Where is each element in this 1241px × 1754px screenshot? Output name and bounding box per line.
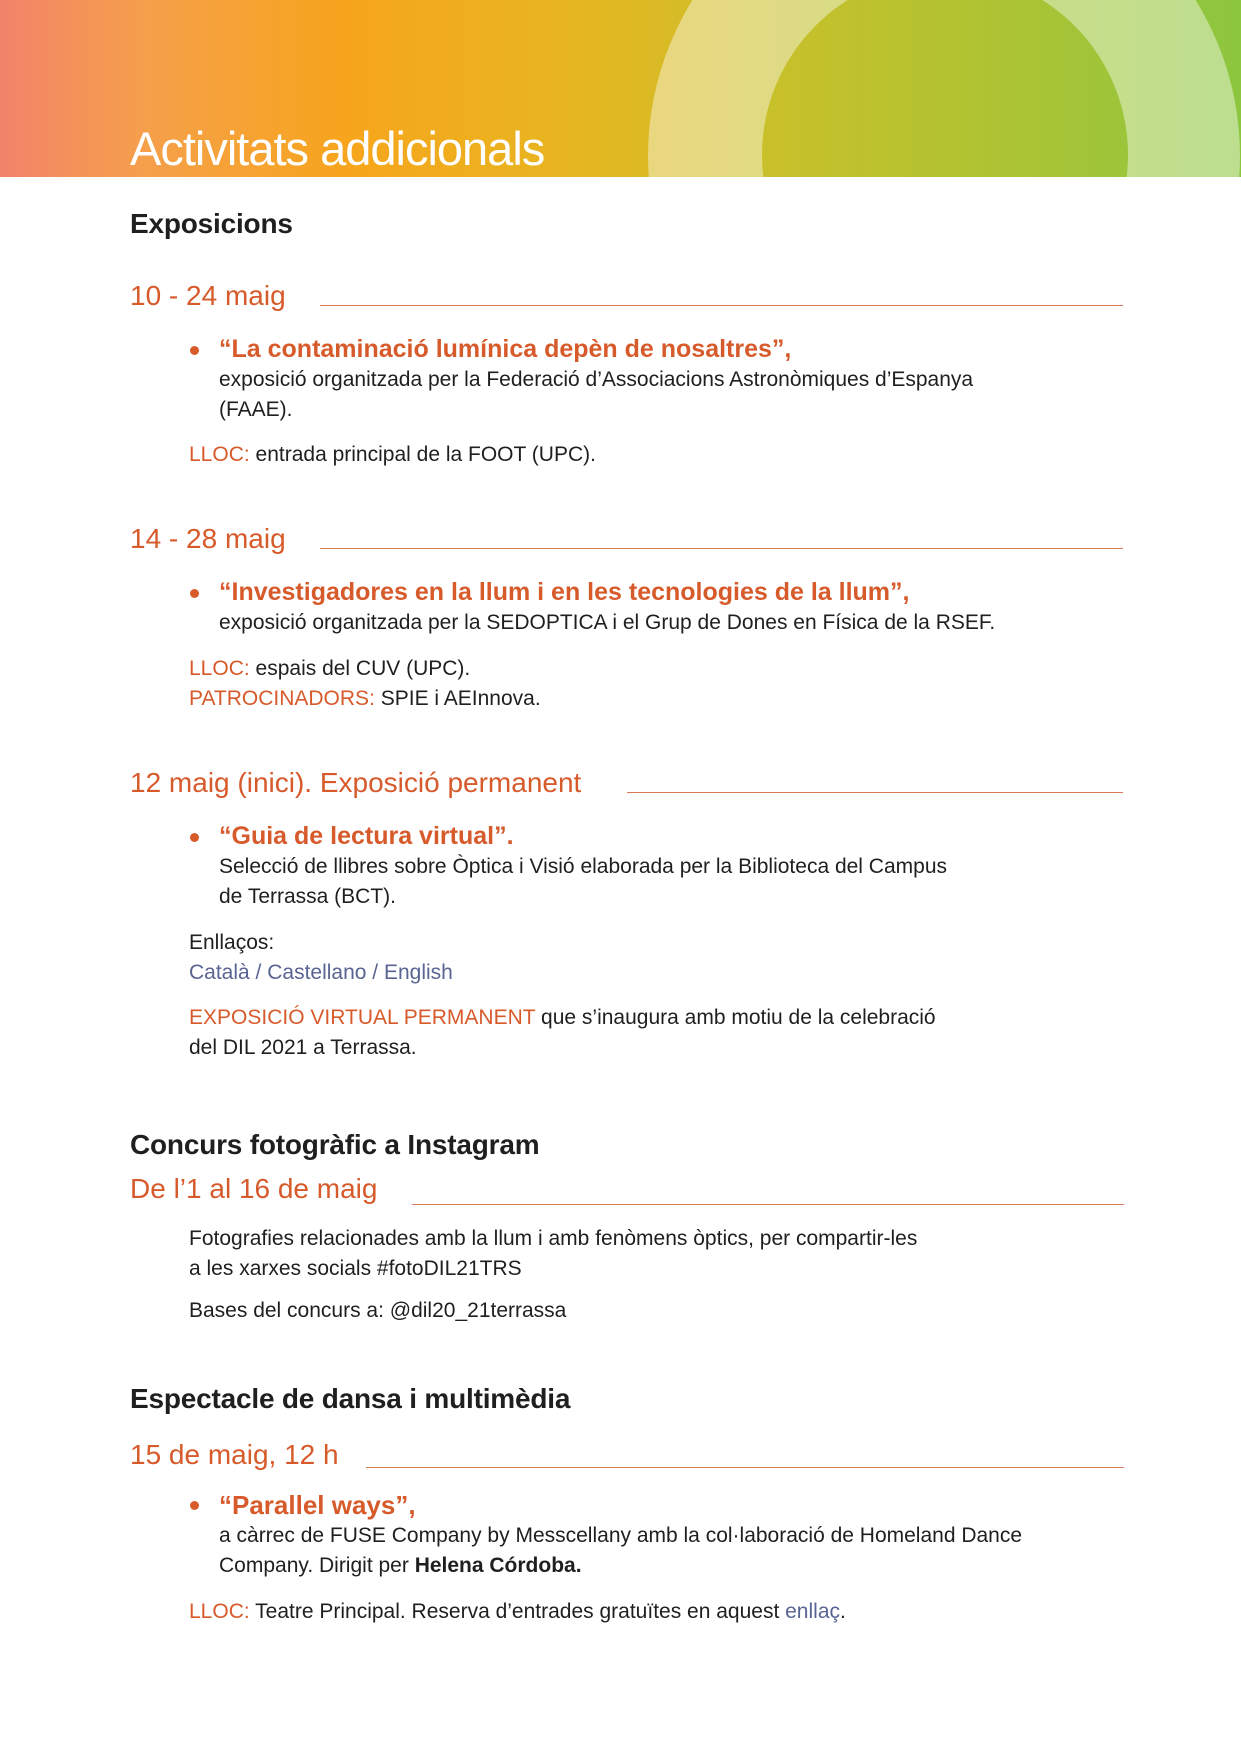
date-row-1 xyxy=(130,280,1123,320)
divider-line xyxy=(366,1467,1124,1468)
description-line: exposició organitzada per la SEDOPTICA i el Grup de Dones en Física de la RSEF. xyxy=(219,611,996,634)
date-label: 15 de maig, 12 h xyxy=(130,1439,339,1470)
exhibition-description xyxy=(219,852,947,912)
bullet-dot xyxy=(190,346,199,355)
exhibition-title: “Investigadores en la llum i en les tecnologies de la llum”, xyxy=(219,578,910,606)
location-label: LLOC: xyxy=(189,1600,250,1623)
page-title: Activitats addicionals xyxy=(130,122,545,175)
link-separator: / xyxy=(249,961,268,984)
exhibition-title: “Guia de lectura virtual”. xyxy=(219,822,514,850)
divider-line xyxy=(320,305,1123,306)
description-line: exposició organitzada per la Federació d’Associacions Astronòmiques d’Espanya xyxy=(219,368,974,391)
decorative-arc-inner xyxy=(762,0,1128,177)
exhibition-description xyxy=(219,365,973,425)
reservation-link[interactable]: enllaç xyxy=(785,1600,840,1623)
date-row-espectacle xyxy=(130,1439,1123,1479)
divider-line xyxy=(412,1204,1124,1205)
language-links xyxy=(189,958,453,988)
header-banner xyxy=(0,0,1241,177)
link-castellano[interactable]: Castellano xyxy=(267,961,367,984)
virtual-exhibition-line: que s’inaugura amb motiu de la celebració xyxy=(535,1006,936,1029)
location-end: . xyxy=(840,1600,846,1623)
date-row-concurs xyxy=(130,1173,1123,1213)
exhibition-description xyxy=(219,608,995,638)
date-label: 10 - 24 maig xyxy=(130,280,286,311)
virtual-exhibition-line: del DIL 2021 a Terrassa. xyxy=(189,1036,417,1059)
location-value: espais del CUV (UPC). xyxy=(249,657,471,680)
section-title-concurs: Concurs fotogràfic a Instagram xyxy=(130,1129,540,1160)
link-catala[interactable]: Català xyxy=(189,961,250,984)
date-row-2 xyxy=(130,523,1123,563)
sponsors-line xyxy=(189,684,541,714)
bullet-dot xyxy=(190,833,199,842)
location-value: entrada principal de la FOOT (UPC). xyxy=(249,443,596,466)
bullet-dot xyxy=(190,1501,199,1510)
links-label: Enllaços: xyxy=(189,931,275,954)
sponsors-value: SPIE i AEInnova. xyxy=(374,687,541,710)
divider-line xyxy=(627,792,1123,793)
description-line: Selecció de llibres sobre Òptica i Visió elaborada per la Biblioteca del Campus xyxy=(219,855,948,878)
date-label: De l’1 al 16 de maig xyxy=(130,1173,378,1204)
bullet-dot xyxy=(190,589,199,598)
contest-description xyxy=(189,1224,917,1284)
description-line: (FAAE). xyxy=(219,398,293,421)
section-title-espectacle: Espectacle de dansa i multimèdia xyxy=(130,1383,571,1414)
show-description xyxy=(219,1521,1022,1581)
location-value: Teatre Principal. Reserva d’entrades gratuïtes en aquest xyxy=(249,1600,786,1623)
link-separator: / xyxy=(366,961,384,984)
date-row-3 xyxy=(130,767,1123,807)
divider-line xyxy=(320,548,1123,549)
location-line xyxy=(189,1597,846,1627)
description-line: Company. Dirigit per xyxy=(219,1554,415,1577)
show-title: “Parallel ways”, xyxy=(219,1490,416,1520)
location-line xyxy=(189,654,470,684)
description-line: a càrrec de FUSE Company by Messcellany amb la col·laboració de Homeland Dance xyxy=(219,1524,1023,1547)
section-title-exposicions: Exposicions xyxy=(130,208,293,239)
description-line: de Terrassa (BCT). xyxy=(219,885,396,908)
virtual-exhibition-text xyxy=(189,1003,936,1063)
date-label: 12 maig (inici). Exposició permanent xyxy=(130,767,582,798)
location-label: LLOC: xyxy=(189,443,250,466)
sponsors-label: PATROCINADORS: xyxy=(189,687,375,710)
virtual-exhibition-label: EXPOSICIÓ VIRTUAL PERMANENT xyxy=(189,1006,536,1029)
location-line xyxy=(189,440,596,470)
description-line: a les xarxes socials #fotoDIL21TRS xyxy=(189,1257,522,1280)
director-name: Helena Córdoba. xyxy=(414,1554,582,1577)
date-label: 14 - 28 maig xyxy=(130,523,286,554)
exhibition-title: “La contaminació lumínica depèn de nosaltres”, xyxy=(219,335,792,363)
contest-rules: Bases del concurs a: @dil20_21terrassa xyxy=(189,1299,567,1322)
link-english[interactable]: English xyxy=(383,961,453,984)
location-label: LLOC: xyxy=(189,657,250,680)
description-line: Fotografies relacionades amb la llum i amb fenòmens òptics, per compartir-les xyxy=(189,1227,918,1250)
